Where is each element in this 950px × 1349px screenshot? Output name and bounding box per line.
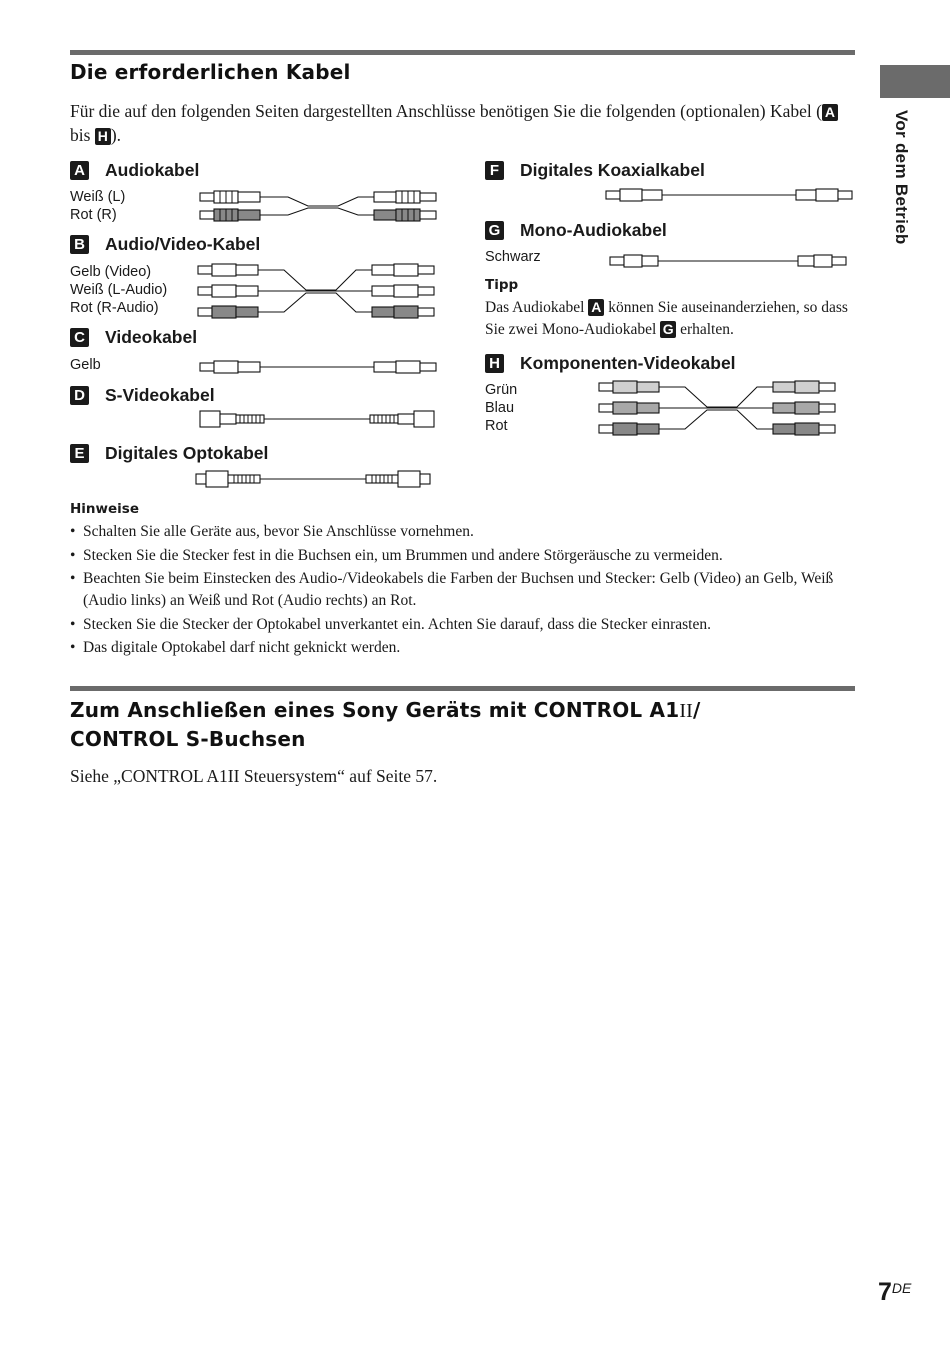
tipp-badge-g: G bbox=[660, 321, 676, 338]
cable-g-badge: G bbox=[485, 221, 504, 240]
cable-c-label: Videokabel bbox=[105, 327, 198, 347]
intro-text-middle: bis bbox=[70, 125, 95, 145]
mono-audio-cable-illustration bbox=[608, 252, 853, 272]
cable-b-color-2: Weiß (L-Audio) bbox=[70, 282, 168, 298]
cable-a-badge: A bbox=[70, 161, 89, 180]
section2-title-slash: / bbox=[693, 698, 701, 722]
s-video-cable-illustration bbox=[198, 408, 443, 430]
cable-b-badge: B bbox=[70, 235, 89, 254]
cable-a-colors bbox=[70, 188, 125, 224]
hinweis-item: • Beachten Sie beim Einstecken des Audio-/Videokabels die Farben der Buchsen und Stecker: Gelb (Video) an Gelb, Weiß (Audio links) an Weiß und Rot (Audio rechts) an Rot. bbox=[70, 568, 860, 612]
hinweis-item: • Das digitale Optokabel darf nicht geknickt werden. bbox=[70, 637, 860, 659]
video-cable-illustration bbox=[198, 358, 443, 378]
section-rule-bottom bbox=[70, 686, 855, 691]
tipp-text-2: können Sie auseinanderziehen, so dass Sie zwei Mono-Audiokabel bbox=[485, 299, 848, 338]
cable-d-heading bbox=[70, 385, 215, 406]
cable-c-badge: C bbox=[70, 328, 89, 347]
section-rule-top bbox=[70, 50, 855, 55]
section2-title-line1: Zum Anschließen eines Sony Geräts mit CONTROL A1 bbox=[70, 698, 680, 722]
av-cable-illustration bbox=[196, 261, 441, 321]
cable-f-badge: F bbox=[485, 161, 504, 180]
cable-h-colors bbox=[485, 381, 517, 435]
side-tab-marker bbox=[880, 65, 950, 98]
intro-text-end: ). bbox=[110, 125, 122, 145]
hinweise-list bbox=[70, 521, 860, 661]
section2-title-roman: II bbox=[679, 700, 694, 722]
tipp-text bbox=[485, 297, 860, 341]
cable-e-heading bbox=[70, 443, 268, 464]
cable-h-badge: H bbox=[485, 354, 504, 373]
cable-b-colors bbox=[70, 263, 167, 317]
cable-e-label: Digitales Optokabel bbox=[105, 443, 269, 463]
cable-b-label: Audio/Video-Kabel bbox=[105, 234, 261, 254]
tipp-text-3: erhalten. bbox=[676, 321, 734, 338]
cable-d-badge: D bbox=[70, 386, 89, 405]
page-number bbox=[878, 1278, 911, 1307]
cable-h-color-1: Grün bbox=[485, 382, 518, 398]
hinweis-item: • Schalten Sie alle Geräte aus, bevor Sie Anschlüsse vornehmen. bbox=[70, 521, 860, 543]
cable-b-color-1: Gelb (Video) bbox=[70, 264, 152, 280]
hinweis-item: • Stecken Sie die Stecker der Optokabel unverkantet ein. Achten Sie darauf, dass die Stecker einrasten. bbox=[70, 614, 860, 636]
badge-a: A bbox=[822, 104, 838, 121]
cable-d-label: S-Videokabel bbox=[105, 385, 215, 405]
cable-g-label: Mono-Audiokabel bbox=[520, 220, 667, 240]
cable-f-heading bbox=[485, 160, 705, 181]
cable-e-badge: E bbox=[70, 444, 89, 463]
cable-a-label: Audiokabel bbox=[105, 160, 200, 180]
tipp-text-1: Das Audiokabel bbox=[485, 299, 589, 316]
cable-a-color-1: Weiß (L) bbox=[70, 189, 126, 205]
cable-h-color-2: Blau bbox=[485, 400, 515, 416]
tipp-heading: Tipp bbox=[485, 277, 519, 293]
hinweise-heading: Hinweise bbox=[70, 501, 139, 517]
cable-f-label: Digitales Koaxialkabel bbox=[520, 160, 705, 180]
page-number-value: 7 bbox=[878, 1278, 892, 1306]
cable-h-color-3: Rot bbox=[485, 418, 508, 434]
cable-a-color-2: Rot (R) bbox=[70, 207, 117, 223]
cable-h-label: Komponenten-Videokabel bbox=[520, 353, 736, 373]
tipp-badge-a: A bbox=[588, 299, 604, 316]
cable-b-color-3: Rot (R-Audio) bbox=[70, 300, 159, 316]
audio-cable-illustration bbox=[198, 186, 443, 228]
badge-h: H bbox=[95, 128, 111, 145]
section2-title bbox=[70, 696, 701, 753]
cable-c-color: Gelb bbox=[70, 357, 101, 373]
page-number-suffix: DE bbox=[891, 1280, 912, 1296]
cable-h-heading bbox=[485, 353, 736, 374]
cable-c-heading bbox=[70, 327, 197, 348]
component-video-cable-illustration bbox=[597, 378, 842, 438]
section-title: Die erforderlichen Kabel bbox=[70, 60, 351, 84]
optical-cable-illustration bbox=[194, 468, 439, 490]
cable-b-heading bbox=[70, 234, 260, 255]
cable-g-heading bbox=[485, 220, 667, 241]
intro-text: Für die auf den folgenden Seiten dargestellten Anschlüsse benötigen Sie die folgenden (optionalen) Kabel ( bbox=[70, 101, 822, 121]
cable-g-color: Schwarz bbox=[485, 249, 541, 265]
side-tab-label: Vor dem Betrieb bbox=[892, 110, 911, 245]
cable-a-heading bbox=[70, 160, 199, 181]
intro-paragraph bbox=[70, 99, 860, 147]
section2-text: Siehe „CONTROL A1II Steuersystem“ auf Seite 57. bbox=[70, 766, 438, 786]
coaxial-cable-illustration bbox=[604, 186, 854, 206]
section2-title-line2: CONTROL S-Buchsen bbox=[70, 727, 306, 751]
hinweis-item: • Stecken Sie die Stecker fest in die Buchsen ein, um Brummen und andere Störgeräusche zu vermeiden. bbox=[70, 545, 860, 567]
